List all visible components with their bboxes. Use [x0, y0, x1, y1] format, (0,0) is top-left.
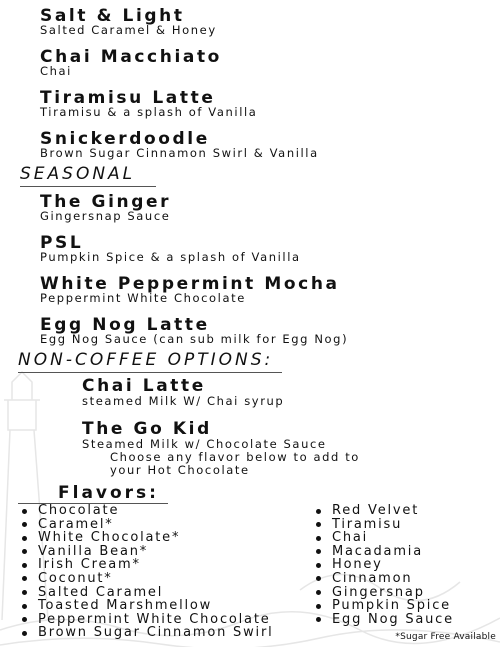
bullet-icon: [22, 617, 27, 622]
bullet-icon: [316, 576, 321, 581]
flavor-item: Tiramisu: [314, 518, 454, 532]
bullet-icon: [22, 631, 27, 636]
bullet-icon: [22, 576, 27, 581]
item-title-snickerdoodle: Snickerdoodle: [40, 129, 210, 149]
item-title-the-go-kid: The Go Kid: [82, 419, 212, 439]
item-desc-tiramisu-latte: Tiramisu & a splash of Vanilla: [40, 105, 258, 119]
bullet-icon: [316, 563, 321, 568]
section-rule-seasonal: [20, 186, 156, 187]
flavor-item: Toasted Marshmellow: [20, 599, 274, 613]
bullet-icon: [316, 536, 321, 541]
flavor-item: Salted Caramel: [20, 586, 274, 600]
item-title-tiramisu-latte: Tiramisu Latte: [40, 88, 216, 108]
flavor-item: Pumpkin Spice: [314, 599, 454, 613]
flavor-item: Peppermint White Chocolate: [20, 613, 274, 627]
bullet-icon: [316, 509, 321, 514]
flavor-item: Caramel*: [20, 518, 274, 532]
flavor-item: Brown Sugar Cinnamon Swirl: [20, 626, 274, 640]
item-desc-egg-nog-latte: Egg Nog Sauce (can sub milk for Egg Nog): [40, 332, 349, 346]
bullet-icon: [22, 509, 27, 514]
section-heading-non-coffee: NON-COFFEE OPTIONS:: [18, 350, 274, 370]
item-desc-the-go-kid: Steamed Milk w/ Chocolate Sauce: [82, 437, 327, 451]
item-title-chai-macchiato: Chai Macchiato: [40, 47, 222, 67]
item-desc-salt-light: Salted Caramel & Honey: [40, 23, 217, 37]
bullet-icon: [316, 522, 321, 527]
flavor-item: White Chocolate*: [20, 531, 274, 545]
item-desc-chai-latte: steamed Milk W/ Chai syrup: [82, 394, 285, 408]
bullet-icon: [316, 617, 321, 622]
flavor-item: Cinnamon: [314, 572, 454, 586]
bullet-icon: [22, 536, 27, 541]
item-desc-the-ginger: Gingersnap Sauce: [40, 209, 171, 223]
flavor-item: Coconut*: [20, 572, 274, 586]
go-kid-note-line2: your Hot Chocolate: [110, 463, 250, 477]
flavor-item: Gingersnap: [314, 586, 454, 600]
item-title-the-ginger: The Ginger: [40, 192, 172, 212]
flavor-item: Red Velvet: [314, 504, 454, 518]
bullet-icon: [22, 522, 27, 527]
flavor-item: Chocolate: [20, 504, 274, 518]
item-desc-white-peppermint-mocha: Peppermint White Chocolate: [40, 291, 246, 305]
flavor-item: Chai: [314, 531, 454, 545]
item-title-chai-latte: Chai Latte: [82, 376, 206, 396]
item-desc-chai-macchiato: Chai: [40, 64, 72, 78]
sugar-free-footnote: *Sugar Free Available: [395, 632, 496, 642]
bullet-icon: [22, 590, 27, 595]
bullet-icon: [22, 549, 27, 554]
item-title-egg-nog-latte: Egg Nog Latte: [40, 315, 210, 335]
bullet-icon: [316, 549, 321, 554]
item-title-psl: PSL: [40, 233, 84, 253]
item-title-white-peppermint-mocha: White Peppermint Mocha: [40, 274, 340, 294]
item-desc-snickerdoodle: Brown Sugar Cinnamon Swirl & Vanilla: [40, 146, 319, 160]
bullet-icon: [316, 604, 321, 609]
item-title-salt-light: Salt & Light: [40, 6, 185, 26]
bullet-icon: [316, 590, 321, 595]
flavors-heading: Flavors:: [58, 483, 159, 503]
flavor-list-right: [314, 504, 454, 626]
flavor-item: Honey: [314, 558, 454, 572]
section-rule-non-coffee: [18, 372, 282, 373]
go-kid-note-line1: Choose any flavor below to add to: [110, 450, 360, 464]
flavor-item: Vanilla Bean*: [20, 545, 274, 559]
flavor-item: Egg Nog Sauce: [314, 613, 454, 627]
flavor-list-left: [20, 504, 274, 640]
section-heading-seasonal: SEASONAL: [20, 164, 136, 184]
bullet-icon: [22, 604, 27, 609]
bullet-icon: [22, 563, 27, 568]
flavor-item: Irish Cream*: [20, 558, 274, 572]
item-desc-psl: Pumpkin Spice & a splash of Vanilla: [40, 250, 301, 264]
flavor-item: Macadamia: [314, 545, 454, 559]
